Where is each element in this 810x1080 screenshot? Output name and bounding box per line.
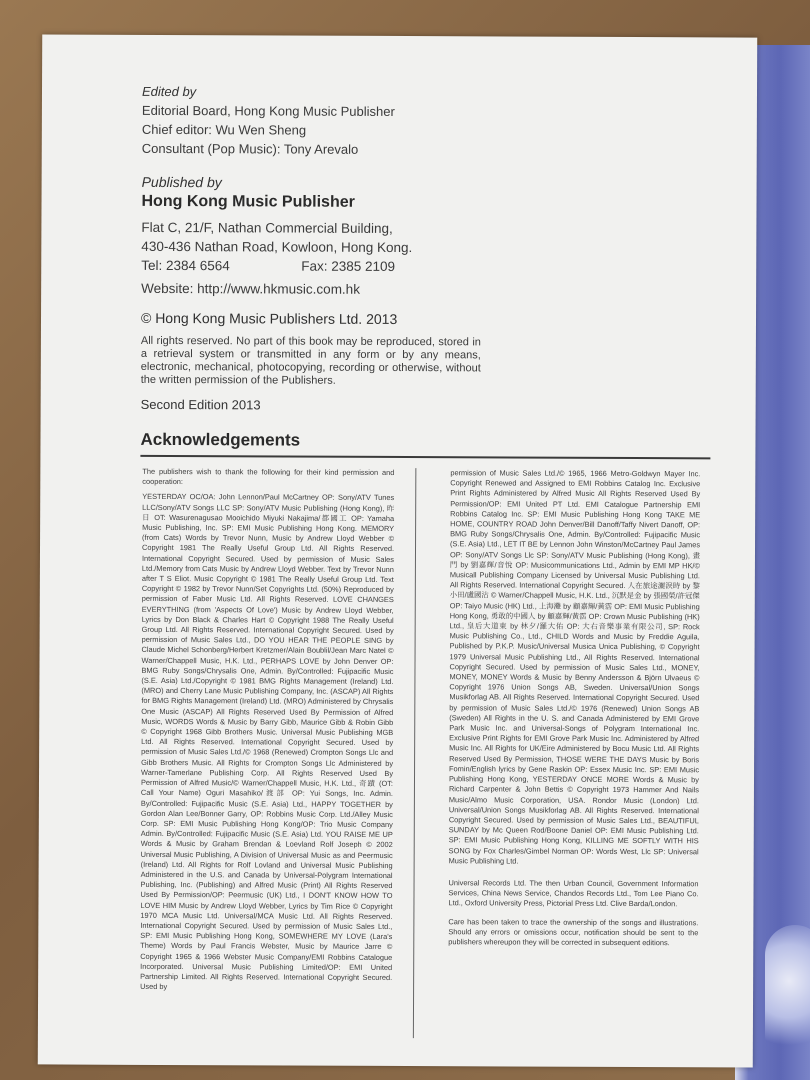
edition-line: Second Edition 2013 (140, 396, 261, 413)
title-rule (140, 455, 710, 459)
rights-statement: All rights reserved. No part of this book may be reproduced, stored in a retrieval system or transmitted in any form or by any means, electronic, mechanical, photocopying, recording or otherwise, without the written permission of the Publishers. (140, 334, 481, 387)
copyright-notice: © Hong Kong Music Publishers Ltd. 2013 (140, 309, 398, 327)
telephone: Tel: 2384 6564 (141, 257, 230, 274)
consultant: Consultant (Pop Music): Tony Arevalo (141, 140, 359, 157)
publisher-block (141, 173, 561, 215)
care-notice: Care has been taken to trace the ownership of the songs and illustrations. Should any errors or omissions occur, notification should be sent to the publishers whereupon they will be corrected in subsequent editions. (448, 916, 699, 948)
address-line-2: 430-436 Nathan Road, Kowloon, Hong Kong. (141, 238, 413, 256)
acknowledgements-text-right: permission of Music Sales Ltd./© 1965, 1966 Metro-Goldwyn Mayer Inc. Copyright Renewed and Assigned to EMI Robbins Catalog Inc. Exclusive Print Rights Administered by Alfred Music All Rights Reserved Used By Permission/OP: EMI United PT Ltd. EMI Catalogue Partnership EMI Robbins Catalog Inc. SP: EMI Music Publishing Hong Kong TAKE ME HOME, COUNTRY ROAD John Denver/Bill Danoff/Taffy Nivert Danoff, OP: BMG Ruby Songs/Chrysalis One, Admin. By/Controlled: Fujipacific Music (S.E. Asia) Ltd., LET IT BE by Lennon John Winston/McCartney Paul James OP: Sony/ATV Songs Llc SP: Sony/ATV Music Publishing (Hong Kong), 畫 門 by 劉嘉輝/音悅 OP: Musicommunications Ltd., Admin by EMI MP HK/© Musicall Publishing Company Licensed by Universal Music Publishing Ltd. All Rights Reserved. International Copyright Secured. 人在旅途灑淚時 by 黎小田/盧國沾 © Warner/Chappell Music, H.K. Ltd., 沉默是金 by 張國榮/許冠傑 OP: Taiyo Music (HK) Ltd., 上海灘 by 顧嘉輝/黃霑 OP: EMI Music Publishing Hong Kong, 勇敢的中國人 by 顧嘉輝/黃霑 OP: Crown Music Publishing (HK) Ltd., 皇后大道東 by 林夕/羅大佑 OP: 大右音樂事業有限公司, SP: Rock Music Publishing Co., Ltd., CHILD Words and Music by Freddie Aguila, Published by P.K.P. Music/Universal Musica Unica Publishing, © Copyright 1979 Universal Music Publishing Ltd., All Rights Reserved. International Copyright Secured. Used by permission of Music Sales Ltd., MONEY, MONEY, MONEY Words & Music by Benny Andersson & Björn Ulvaeus © Copyright 1976 Union Songs AB, Sweden. Universal/Union Songs Musikforlag AB. All Rights Reserved. International Copyright Secured. Used by permission of Music Sales Ltd./© 1976 (Renewed) Union Songs AB (Sweden) All Rights in the U. S. and Canada Administered by EMI Grove Park Music Inc. and Universal-Songs of Polygram International Inc. Exclusive Print Rights for EMI Grove Park Music Inc. Administered by Alfred Music Inc. All Rights for UK/Eire Administered by Bocu Music Ltd. All Rights Reserved Used By Permission, THOSE WERE THE DAYS Music by Boris Fomin/English lyrics by Gene Raskin OP: Essex Music Inc. SP: EMI Music Publishing Hong Kong, YESTERDAY ONCE MORE Words & Music by Richard Carpenter & John Bettis © Copyright 1973 Hammer And Nails Music/Almo Music Corporation, USA. Rondor Music (London) Ltd. Universal/Union Songs Musikforlag AB. All Rights Reserved. International Copyright Secured. Used by permission of Music Sales Ltd., BEAUTIFUL SUNDAY by Mc Queen Rod/Boone Daniel OP: EMI Music Publishing Ltd. SP: EMI Music Publishing Hong Kong, KILLING ME SOFTLY WITH HIS SONG by Fox Charles/Gimbel Norman OP: Words West, Llc SP: Universal Music Publishing Ltd. (448, 468, 701, 866)
acknowledgements-intro: The publishers wish to thank the following for their kind permission and cooperation: (142, 466, 395, 487)
chief-editor: Chief editor: Wu Wen Sheng (141, 121, 307, 138)
address-line-1: Flat C, 21/F, Nathan Commercial Building, (141, 219, 393, 236)
website: Website: http://www.hkmusic.com.hk (141, 280, 361, 297)
edited-by-label: Edited by (141, 83, 197, 100)
cover-decoration-icon (765, 925, 810, 1065)
acknowledgements-title: Acknowledgements (140, 429, 301, 450)
publisher-address (141, 218, 561, 277)
fax: Fax: 2385 2109 (301, 258, 396, 274)
contact-row (141, 256, 561, 277)
editorial-board: Editorial Board, Hong Kong Music Publisher (141, 102, 395, 119)
published-by-label: Published by (141, 173, 222, 191)
acknowledgements-column-left (140, 467, 394, 998)
image-sources: Universal Records Ltd. The then Urban Council, Government Information Services, China News Service, Chandos Records Ltd., Tom Lee Piano Co. Ltd., Oxford University Press, Pictorial Press Ltd. Clive Barda/London. (448, 878, 699, 909)
editorial-credits (142, 83, 562, 160)
book-page (38, 34, 757, 1067)
acknowledgements-column-right (448, 468, 700, 953)
column-divider (413, 468, 416, 1038)
publisher-name: Hong Kong Music Publisher (141, 192, 355, 211)
acknowledgements-text-left: YESTERDAY OC/OA: John Lennon/Paul McCartney OP: Sony/ATV Tunes LLC/Sony/ATV Songs LLC SP: Sony/ATV Music Publishing (Hong Kong), 昨日 OT: Wasurenagusao Mooichido Miyuki Nakajima/都國工 OP: Yamaha Music Publishing, Inc. SP: EMI Music Publishing Hong Kong. MEMORY (from Cats) Words by Trevor Nunn, Music by Andrew Lloyd Webber © Copyright 1981 The Really Useful Group Ltd. All Rights Reserved. International Copyright Secured. Used by permission of Music Sales Ltd./Memory from Cats Music by Andrew Lloyd Webber. Text by Trevor Nunn after T S Eliot. Music Copyright © 1981 The Really Useful Group Ltd. Text Copyright © 1982 by Trevor Nunn/Set Copyrights Ltd. (50%) Reproduced by permission of Faber Music Ltd. All Rights Reserved. LOVE CHANGES EVERYTHING (from 'Aspects Of Love') Music by Andrew Lloyd Webber, Lyrics by Don Black & Charles Hart © Copyright 1988 The Really Useful Group Ltd. All Rights Reserved. International Copyright Secured. Used by permission of Music Sales Ltd., DO YOU HEAR THE PEOPLE SING by Claude Michel Schonberg/Herbert Kretzmer/Alain Boublil/Jean Marc Natel © Warner/Chappell Music, H.K. Ltd., PERHAPS LOVE by John Denver OP: BMG Ruby Songs/Chrysalis One, Admin. By/Controlled: Fujipacific Music (S.E. Asia) Ltd./Copyright © 1981 BMG Rights Management (Ireland) Ltd. (MRO) and Cherry Lane Music Publishing Company, Inc. (ASCAP) All Rights for BMG Rights Management (Ireland) Ltd. (MRO) Administered by Chrysalis One Music (ASCAP) All Rights Reserved Used By Permission of Alfred Music, WORDS Words & Music by Barry Gibb, Maurice Gibb & Robin Gibb © Copyright 1968 Gibb Brothers Music. Universal Music Publishing MGB Ltd. All Rights Reserved. International Copyright Secured. Used by permission of Music Sales Ltd./© 1968 (Renewed) Crompton Songs Llc and Gibb Brothers Music. All Rights for Crompton Songs Llc Administered by Warner-Tamerlane Publishing Corp. All Rights Reserved Used By Permission of Alfred Music/© Warner/Chappell Music, H.K. Ltd., 奇蹟 (OT: Call Your Name) Oguri Masahiko/渡部 OP: Yui Songs, Inc. Admin. By/Controlled: Fujipacific Music (S.E. Asia) Ltd., HAPPY TOGETHER by Gordon Alan Lee/Bonner Garry, OP: Robbins Music Corp. Ltd./Alley Music Corp. SP: EMI Music Publishing Hong Kong/OP: Trio Music Company Admin. By/Controlled: Fujipacific Music (S.E. Asia) Ltd. YOU RAISE ME UP Words & Music by Graham Brendan & Loevland Rolf Joseph © 2002 Universal Music Publishing, A Division of Universal Music as and Peermusic (Ireland) Ltd. All Rights for Rolf Lovland and Universal Music Publishing Administered in the U.S. and Canada by Universal-Polygram International Publishing, Inc. (Publishing) and Alfred Music (Print) All Rights Reserved Used By Permission/OP: Peermusic (UK) Ltd., I DON'T KNOW HOW TO LOVE HIM Music by Andrew Lloyd Webber, Lyrics by Tim Rice © Copyright 1970 MCA Music Ltd. Universal/MCA Music Ltd. All Rights Reserved. International Copyright Secured. Used by permission of Music Sales Ltd., SP: EMI Music Publishing Hong Kong, SOMEWHERE MY LOVE (Lara's Theme) Words by Paul Francis Webster, Music by Maurice Jarre © Copyright 1965 & 1966 Webster Music Company/EMI Robbins Catalogue Incorporated. Universal Music Publishing Limited/OP: EMI United Partnership Limited. All Rights Reserved. International Copyright Secured. Used by (140, 492, 395, 992)
